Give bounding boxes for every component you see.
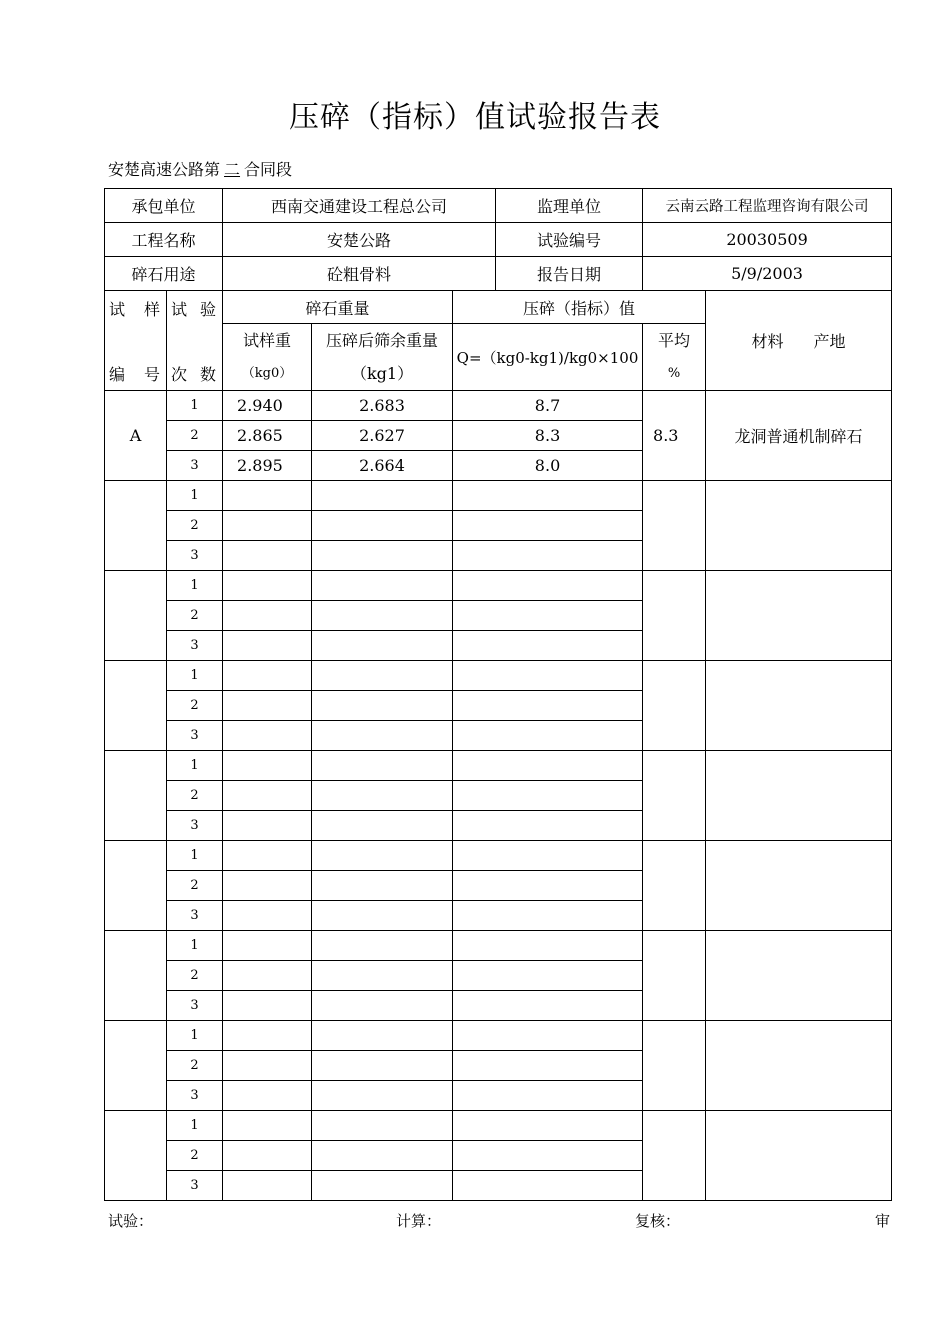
trial-number-cell: 1 bbox=[167, 931, 223, 961]
contractor-label: 承包单位 bbox=[105, 189, 223, 223]
residual-weight-cell bbox=[312, 841, 453, 871]
trial-number-cell: 2 bbox=[167, 1141, 223, 1171]
crush-value-cell bbox=[453, 601, 643, 631]
trial-number-cell: 1 bbox=[167, 391, 223, 421]
crush-value-cell bbox=[453, 1081, 643, 1111]
sample-weight-cell bbox=[223, 691, 312, 721]
sample-bottom-a: 编 bbox=[109, 364, 126, 384]
sample-weight-cell bbox=[223, 841, 312, 871]
residual-weight-cell bbox=[312, 721, 453, 751]
crush-value-cell bbox=[453, 1051, 643, 1081]
sample-weight-cell bbox=[223, 961, 312, 991]
residual-weight-cell bbox=[312, 931, 453, 961]
trial-bottom-a: 次 bbox=[171, 364, 188, 384]
trial-top-b: 验 bbox=[200, 299, 217, 319]
origin-cell bbox=[706, 931, 892, 1021]
use-value: 砼粗骨料 bbox=[223, 257, 496, 291]
residual-weight-cell bbox=[312, 1171, 453, 1201]
trial-number-cell: 1 bbox=[167, 481, 223, 511]
origin-cell bbox=[706, 661, 892, 751]
origin-cell bbox=[706, 481, 892, 571]
sample-weight-cell bbox=[223, 901, 312, 931]
residual-weight-cell bbox=[312, 1021, 453, 1051]
trial-number-cell: 3 bbox=[167, 901, 223, 931]
sample-weight-cell bbox=[223, 1051, 312, 1081]
testno-value: 20030509 bbox=[643, 223, 892, 257]
sample-top-b: 样 bbox=[143, 299, 160, 319]
sample-weight-header bbox=[223, 324, 312, 391]
residual-weight-cell bbox=[312, 511, 453, 541]
crush-value-cell bbox=[453, 781, 643, 811]
origin-cell bbox=[706, 841, 892, 931]
average-cell bbox=[643, 481, 706, 571]
sample-weight-cell bbox=[223, 511, 312, 541]
residual-weight-cell bbox=[312, 1081, 453, 1111]
tester-label: 试验： bbox=[108, 1212, 154, 1230]
trial-number-cell: 3 bbox=[167, 811, 223, 841]
trial-number-cell: 2 bbox=[167, 1051, 223, 1081]
residual-weight-cell bbox=[312, 631, 453, 661]
sample-weight-unit: （kg0） bbox=[241, 366, 293, 381]
residual-weight-cell bbox=[312, 1141, 453, 1171]
sample-weight-cell bbox=[223, 631, 312, 661]
average-cell bbox=[643, 661, 706, 751]
sample-id-cell bbox=[105, 661, 167, 751]
reviewer-label: 复核： bbox=[635, 1212, 681, 1230]
residual-weight-cell bbox=[312, 901, 453, 931]
origin-cell: 龙洞普通机制碎石 bbox=[706, 391, 892, 481]
page-title: 压碎（指标）值试验报告表 bbox=[289, 100, 661, 135]
crush-value-cell bbox=[453, 751, 643, 781]
trial-number-cell: 1 bbox=[167, 571, 223, 601]
average-label: 平均 bbox=[658, 331, 691, 350]
sample-weight-cell: 2.940 bbox=[223, 391, 312, 421]
date-label: 报告日期 bbox=[496, 257, 643, 291]
sample-id-cell: A bbox=[105, 391, 167, 481]
use-label: 碎石用途 bbox=[105, 257, 223, 291]
sample-weight-cell bbox=[223, 991, 312, 1021]
sample-id-cell bbox=[105, 571, 167, 661]
crush-value-cell bbox=[453, 691, 643, 721]
report-table bbox=[104, 188, 892, 1201]
sample-weight-cell bbox=[223, 811, 312, 841]
sample-weight-cell: 2.895 bbox=[223, 451, 312, 481]
crush-value-cell bbox=[453, 1111, 643, 1141]
crush-value-cell bbox=[453, 1141, 643, 1171]
trial-number-cell: 3 bbox=[167, 451, 223, 481]
residual-weight-cell bbox=[312, 1051, 453, 1081]
trial-top-a: 试 bbox=[171, 299, 188, 319]
origin-cell bbox=[706, 1111, 892, 1201]
residual-weight-cell bbox=[312, 811, 453, 841]
sample-weight-cell bbox=[223, 751, 312, 781]
approver-label: 审 bbox=[874, 1212, 890, 1230]
crush-value-cell bbox=[453, 661, 643, 691]
crush-value-cell bbox=[453, 811, 643, 841]
trial-number-cell: 2 bbox=[167, 691, 223, 721]
table-row bbox=[105, 391, 892, 421]
supervisor-label: 监理单位 bbox=[496, 189, 643, 223]
origin-label: 产地 bbox=[813, 332, 846, 351]
crush-value-cell: 8.0 bbox=[453, 451, 643, 481]
testno-label: 试验编号 bbox=[496, 223, 643, 257]
crush-value-cell bbox=[453, 571, 643, 601]
average-cell bbox=[643, 1021, 706, 1111]
average-unit: % bbox=[667, 366, 681, 381]
sample-top-a: 试 bbox=[109, 299, 126, 319]
table-row bbox=[105, 661, 892, 691]
crush-value-cell bbox=[453, 631, 643, 661]
trial-number-cell: 3 bbox=[167, 541, 223, 571]
crush-value-cell bbox=[453, 541, 643, 571]
material-label: 材料 bbox=[751, 332, 784, 351]
average-cell: 8.3 bbox=[643, 391, 706, 481]
table-row bbox=[105, 1021, 892, 1051]
sample-id-header bbox=[105, 291, 167, 391]
sample-weight-cell bbox=[223, 721, 312, 751]
sample-weight-cell bbox=[223, 1021, 312, 1051]
date-value: 5/9/2003 bbox=[643, 257, 892, 291]
trial-number-cell: 1 bbox=[167, 1021, 223, 1051]
contractor-value: 西南交通建设工程总公司 bbox=[223, 189, 496, 223]
sample-weight-cell bbox=[223, 661, 312, 691]
residual-weight-cell: 2.627 bbox=[312, 421, 453, 451]
trial-number-cell: 2 bbox=[167, 961, 223, 991]
average-cell bbox=[643, 841, 706, 931]
sample-weight-cell: 2.865 bbox=[223, 421, 312, 451]
residual-weight-cell: 2.683 bbox=[312, 391, 453, 421]
residual-weight-cell bbox=[312, 481, 453, 511]
residual-weight-cell bbox=[312, 991, 453, 1021]
crush-value-cell bbox=[453, 481, 643, 511]
trial-count-header bbox=[167, 291, 223, 391]
table-row bbox=[105, 841, 892, 871]
crush-value-cell: 8.3 bbox=[453, 421, 643, 451]
residual-weight-cell bbox=[312, 571, 453, 601]
trial-number-cell: 2 bbox=[167, 421, 223, 451]
origin-cell bbox=[706, 751, 892, 841]
residual-weight-cell bbox=[312, 781, 453, 811]
crush-value-cell bbox=[453, 961, 643, 991]
subtitle-prefix: 安楚高速公路第 bbox=[108, 160, 221, 179]
trial-number-cell: 3 bbox=[167, 631, 223, 661]
trial-number-cell: 2 bbox=[167, 511, 223, 541]
average-cell bbox=[643, 571, 706, 661]
project-value: 安楚公路 bbox=[223, 223, 496, 257]
sample-weight-cell bbox=[223, 571, 312, 601]
sample-weight-cell bbox=[223, 1141, 312, 1171]
residual-weight-cell bbox=[312, 871, 453, 901]
sample-id-cell bbox=[105, 1021, 167, 1111]
crush-value-cell bbox=[453, 871, 643, 901]
trial-number-cell: 1 bbox=[167, 841, 223, 871]
crush-value-cell bbox=[453, 1171, 643, 1201]
trial-number-cell: 2 bbox=[167, 601, 223, 631]
crush-value-cell bbox=[453, 931, 643, 961]
residual-weight-header bbox=[312, 324, 453, 391]
residual-weight-cell: 2.664 bbox=[312, 451, 453, 481]
trial-number-cell: 1 bbox=[167, 1111, 223, 1141]
origin-cell bbox=[706, 571, 892, 661]
formula-header: Q=（kg0-kg1)/kg0×100 bbox=[453, 324, 643, 391]
crush-value-cell bbox=[453, 511, 643, 541]
sample-weight-cell bbox=[223, 871, 312, 901]
sample-id-cell bbox=[105, 931, 167, 1021]
trial-number-cell: 3 bbox=[167, 721, 223, 751]
origin-cell bbox=[706, 1021, 892, 1111]
sample-weight-cell bbox=[223, 931, 312, 961]
crush-value-cell bbox=[453, 1021, 643, 1051]
trial-number-cell: 3 bbox=[167, 1081, 223, 1111]
residual-weight-cell bbox=[312, 661, 453, 691]
sample-weight-label: 试样重 bbox=[243, 331, 292, 350]
table-row bbox=[105, 571, 892, 601]
residual-weight-cell bbox=[312, 541, 453, 571]
table-row bbox=[105, 931, 892, 961]
sample-id-cell bbox=[105, 1111, 167, 1201]
average-cell bbox=[643, 931, 706, 1021]
average-cell bbox=[643, 1111, 706, 1201]
trial-number-cell: 1 bbox=[167, 751, 223, 781]
residual-weight-cell bbox=[312, 1111, 453, 1141]
crush-value-cell bbox=[453, 721, 643, 751]
residual-weight-unit: （kg1） bbox=[350, 364, 414, 383]
crush-value-cell bbox=[453, 901, 643, 931]
sample-bottom-b: 号 bbox=[143, 364, 160, 384]
crush-value-cell: 8.7 bbox=[453, 391, 643, 421]
sample-weight-cell bbox=[223, 541, 312, 571]
sample-id-cell bbox=[105, 481, 167, 571]
material-origin-header bbox=[706, 291, 892, 391]
trial-bottom-b: 数 bbox=[200, 364, 217, 384]
contract-section-line bbox=[108, 157, 292, 180]
sample-weight-cell bbox=[223, 1171, 312, 1201]
sample-weight-cell bbox=[223, 481, 312, 511]
residual-weight-cell bbox=[312, 601, 453, 631]
sample-weight-cell bbox=[223, 1081, 312, 1111]
segment-number: 二 bbox=[224, 160, 241, 179]
average-header bbox=[643, 324, 706, 391]
table-row bbox=[105, 1111, 892, 1141]
crush-group-header: 压碎（指标）值 bbox=[453, 291, 706, 324]
crush-value-cell bbox=[453, 841, 643, 871]
residual-weight-cell bbox=[312, 691, 453, 721]
residual-weight-cell bbox=[312, 961, 453, 991]
residual-weight-cell bbox=[312, 751, 453, 781]
weight-group-header: 碎石重量 bbox=[223, 291, 453, 324]
trial-number-cell: 2 bbox=[167, 781, 223, 811]
sample-weight-cell bbox=[223, 781, 312, 811]
sample-weight-cell bbox=[223, 601, 312, 631]
supervisor-value: 云南云路工程监理咨询有限公司 bbox=[643, 189, 892, 223]
crush-value-cell bbox=[453, 991, 643, 1021]
subtitle-suffix: 合同段 bbox=[244, 160, 293, 179]
trial-number-cell: 1 bbox=[167, 661, 223, 691]
table-row bbox=[105, 481, 892, 511]
sample-id-cell bbox=[105, 841, 167, 931]
table-row bbox=[105, 751, 892, 781]
residual-weight-label: 压碎后筛余重量 bbox=[326, 331, 439, 350]
calculator-label: 计算： bbox=[396, 1212, 442, 1230]
sample-id-cell bbox=[105, 751, 167, 841]
trial-number-cell: 3 bbox=[167, 991, 223, 1021]
average-cell bbox=[643, 751, 706, 841]
sample-weight-cell bbox=[223, 1111, 312, 1141]
trial-number-cell: 2 bbox=[167, 871, 223, 901]
trial-number-cell: 3 bbox=[167, 1171, 223, 1201]
project-label: 工程名称 bbox=[105, 223, 223, 257]
